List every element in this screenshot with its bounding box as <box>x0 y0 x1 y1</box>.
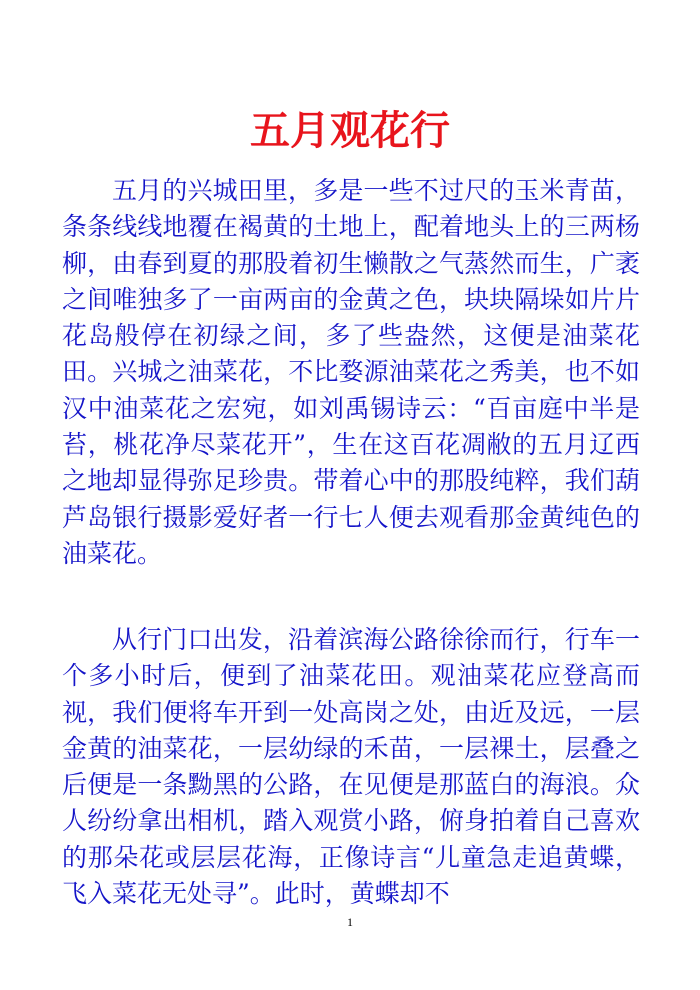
paragraph: 五月的兴城田里，多是一些不过尺的玉米青苗，条条线线地覆在褐黄的土地上，配着地头上的三两杨柳，由春到夏的那股着初生懒散之气蒸然而生，广袤之间唯独多了一亩两亩的金黄之色，块块隔垛如片片花岛般停在初绿之间，多了些盎然，这便是油菜花田。兴城之油菜花，不比婺源油菜花之秀美，也不如汉中油菜花之宏宛，如刘禹锡诗云：“百亩庭中半是苔，桃花净尽菜花开”，生在这百花凋敝的五月辽西之地却显得弥足珍贵。带着心中的那股纯粹，我们葫芦岛银行摄影爱好者一行七人便去观看那金黄纯色的油菜花。 <box>62 176 640 568</box>
paragraph: 从行门口出发，沿着滨海公路徐徐而行，行车一个多小时后，便到了油菜花田。观油菜花应登高而视，我们便将车开到一处高岗之处，由近及远，一层金黄的油菜花，一层幼绿的禾苗，一层裸土，层叠之后便是一条黝黑的公路，在见便是那蓝白的海浪。众人纷纷拿出相机，踏入观赏小路，俯身拍着自己喜欢的那朵花或层层花海，正像诗言“儿童急走追黄蝶，飞入菜花无处寻”。此时，黄蝶却不 <box>62 625 640 909</box>
page-number: 1 <box>347 915 353 929</box>
page-title: 五月观花行 <box>250 108 450 154</box>
